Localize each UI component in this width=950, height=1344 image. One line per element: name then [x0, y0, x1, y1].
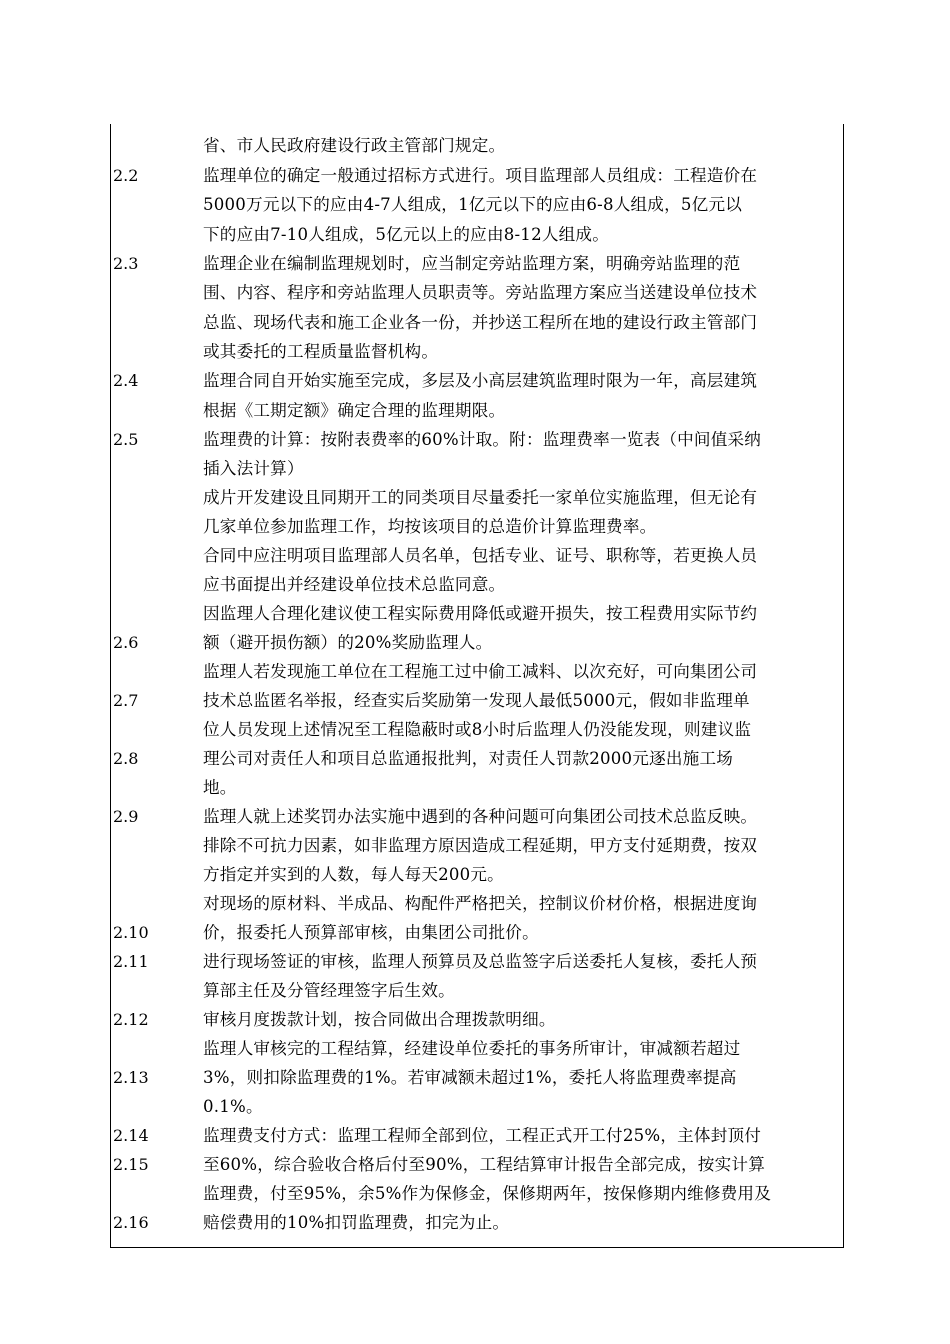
text-line: 合同中应注明项目监理部人员名单，包括专业、证号、职称等，若更换人员	[203, 546, 758, 565]
section-number: 2.6	[113, 633, 139, 652]
text-line: 总监、现场代表和施工企业各一份，并抄送工程所在地的建设行政主管部门	[203, 313, 758, 332]
text-line: 理公司对责任人和项目总监通报批判，对责任人罚款2000元逐出施工场	[203, 749, 734, 768]
text-line: 下的应由7-10人组成，5亿元以上的应由8-12人组成。	[203, 225, 609, 244]
text-line: 监理费的计算：按附表费率的60%计取。附：监理费率一览表（中间值采纳	[203, 430, 762, 449]
text-line: 价，报委托人预算部审核，由集团公司批价。	[203, 923, 539, 942]
text-line: 或其委托的工程质量监督机构。	[203, 342, 439, 361]
text-line: 进行现场签证的审核，监理人预算员及总监签字后送委托人复核，委托人预	[203, 952, 758, 971]
section-number: 2.2	[113, 166, 139, 185]
section-number: 2.10	[113, 923, 149, 942]
text-line: 根据《工期定额》确定合理的监理期限。	[203, 401, 506, 420]
section-number: 2.4	[113, 371, 139, 390]
text-line: 至60%，综合验收合格后付至90%，工程结算审计报告全部完成，按实计算	[203, 1155, 765, 1174]
section-number: 2.15	[113, 1155, 149, 1174]
text-line: 监理人若发现施工单位在工程施工过中偷工减料、以次充好，可向集团公司	[203, 662, 758, 681]
text-line: 监理合同自开始实施至完成，多层及小高层建筑监理时限为一年，高层建筑	[203, 371, 758, 390]
text-line: 审核月度拨款计划，按合同做出合理拨款明细。	[203, 1010, 556, 1029]
section-number: 2.7	[113, 691, 139, 710]
text-line: 方指定并实到的人数，每人每天200元。	[203, 865, 504, 884]
text-line: 围、内容、程序和旁站监理人员职责等。旁站监理方案应当送建设单位技术	[203, 283, 758, 302]
text-line: 几家单位参加监理工作，均按该项目的总造价计算监理费率。	[203, 517, 657, 536]
text-line: 监理企业在编制监理规划时，应当制定旁站监理方案，明确旁站监理的范	[203, 254, 741, 273]
text-line: 监理费支付方式：监理工程师全部到位，工程正式开工付25%，主体封顶付	[203, 1126, 762, 1145]
text-line: 额（避开损伤额）的20%奖励监理人。	[203, 633, 493, 652]
text-line: 位人员发现上述情况至工程隐蔽时或8小时后监理人仍没能发现，则建议监	[203, 720, 752, 739]
text-line: 技术总监匿名举报，经查实后奖励第一发现人最低5000元，假如非监理单	[203, 691, 750, 710]
text-line: 0.1%。	[203, 1097, 263, 1116]
section-number: 2.8	[113, 749, 139, 768]
text-line: 因监理人合理化建议使工程实际费用降低或避开损失，按工程费用实际节约	[203, 604, 758, 623]
text-line: 监理单位的确定一般通过招标方式进行。项目监理部人员组成：工程造价在	[203, 166, 758, 185]
text-line: 3%，则扣除监理费的1%。若审减额未超过1%，委托人将监理费率提高	[203, 1068, 737, 1087]
section-number: 2.5	[113, 430, 139, 449]
text-line: 监理人就上述奖罚办法实施中遇到的各种问题可向集团公司技术总监反映。	[203, 807, 758, 826]
text-line: 省、市人民政府建设行政主管部门规定。	[203, 136, 506, 155]
section-number: 2.14	[113, 1126, 149, 1145]
text-line: 应书面提出并经建设单位技术总监同意。	[203, 575, 506, 594]
section-number: 2.11	[113, 952, 149, 971]
section-number: 2.16	[113, 1213, 149, 1232]
section-number: 2.9	[113, 807, 139, 826]
text-line: 算部主任及分管经理签字后生效。	[203, 981, 455, 1000]
text-line: 成片开发建设且同期开工的同类项目尽量委托一家单位实施监理，但无论有	[203, 488, 758, 507]
section-number: 2.13	[113, 1068, 149, 1087]
section-number: 2.12	[113, 1010, 149, 1029]
text-line: 5000万元以下的应由4-7人组成，1亿元以下的应由6-8人组成，5亿元以	[203, 195, 743, 214]
text-line: 监理人审核完的工程结算，经建设单位委托的事务所审计，审减额若超过	[203, 1039, 741, 1058]
text-line: 赔偿费用的10%扣罚监理费，扣完为止。	[203, 1213, 510, 1232]
text-line: 地。	[203, 778, 237, 797]
text-line: 对现场的原材料、半成品、构配件严格把关，控制议价材价格，根据进度询	[203, 894, 758, 913]
text-line: 排除不可抗力因素，如非监理方原因造成工程延期，甲方支付延期费，按双	[203, 836, 758, 855]
text-line: 监理费，付至95%，余5%作为保修金，保修期两年，按保修期内维修费用及	[203, 1184, 772, 1203]
section-number: 2.3	[113, 254, 139, 273]
text-line: 插入法计算）	[203, 459, 304, 478]
